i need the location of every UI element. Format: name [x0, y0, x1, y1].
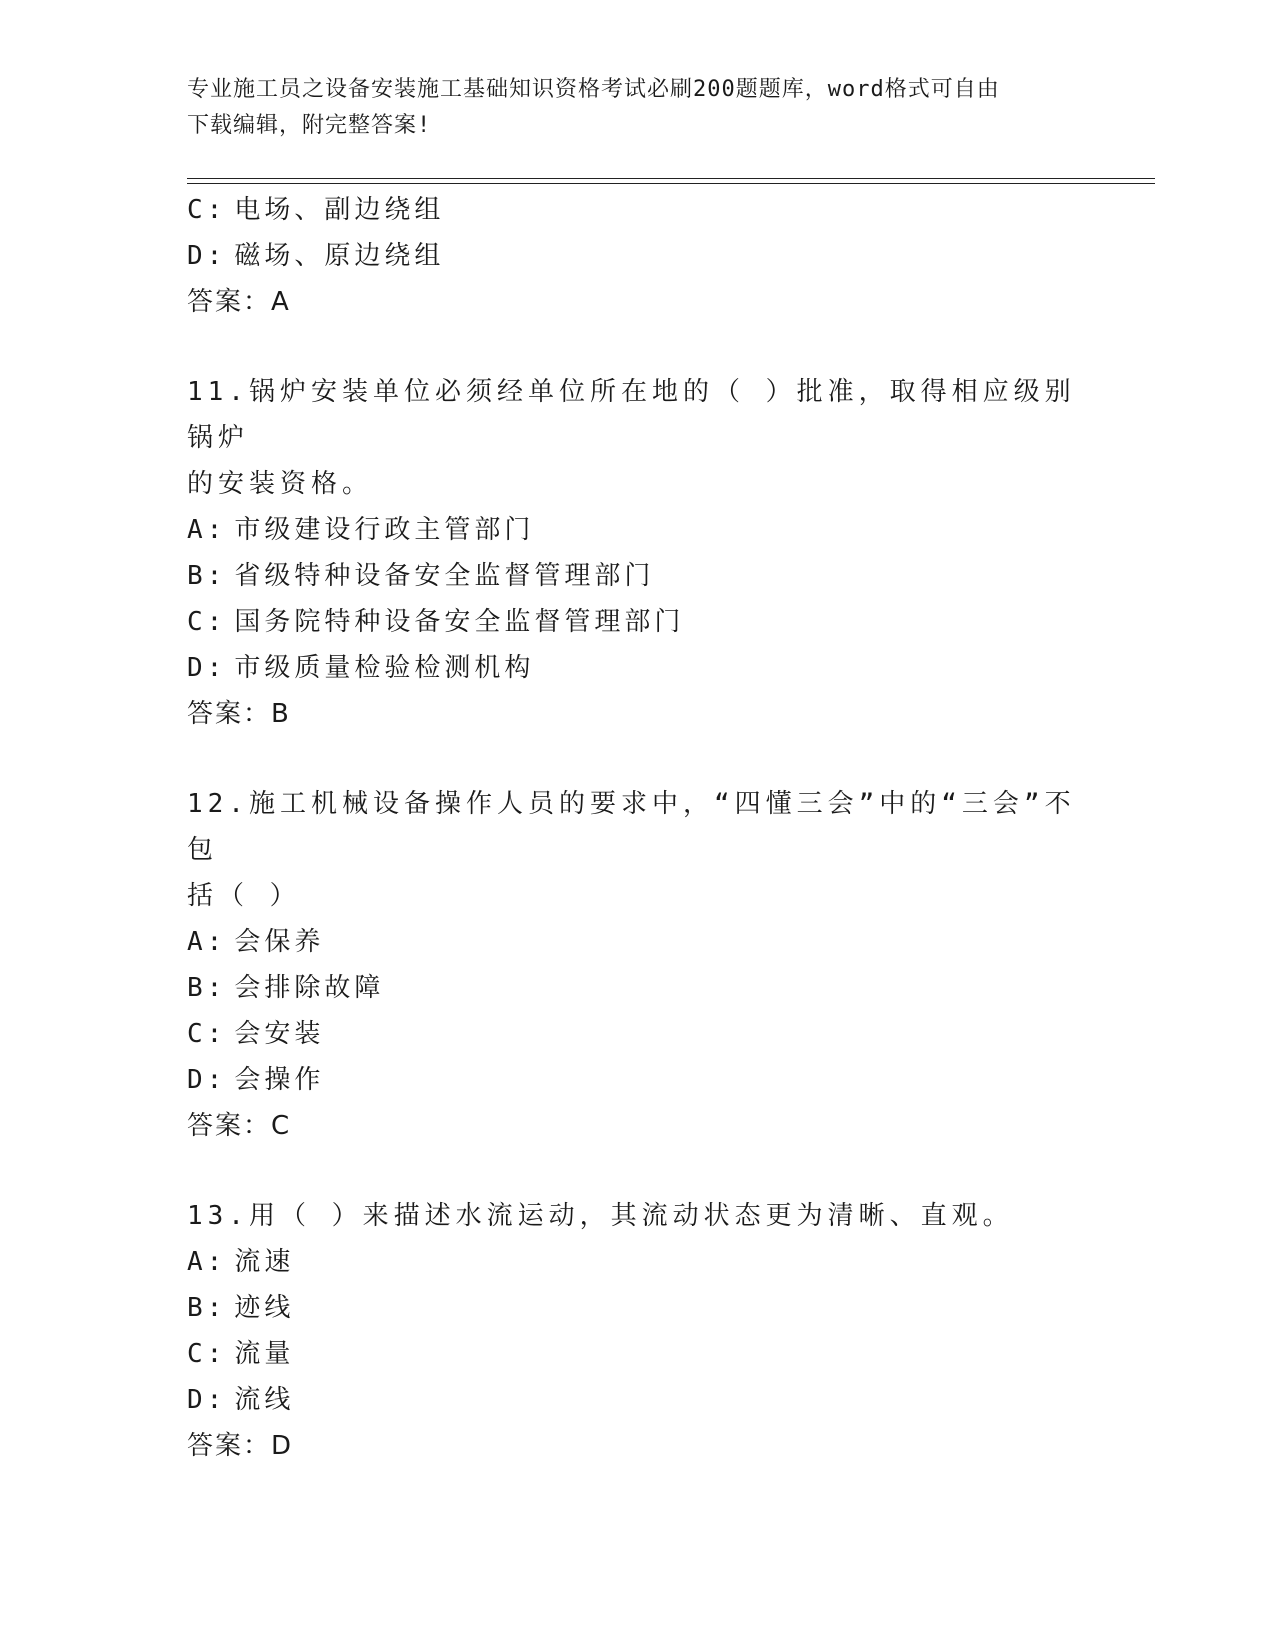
option-a: [187, 507, 1087, 553]
option-b: [187, 553, 1087, 599]
option-text: 流量: [234, 1339, 295, 1369]
question-10: [187, 187, 1087, 325]
question-text-line-1: 13.用（ ）来描述水流运动，其流动状态更为清晰、直观。: [187, 1201, 1014, 1231]
option-key: C:: [187, 1339, 227, 1369]
option-key: D:: [187, 241, 227, 271]
option-text: 磁场、原边绕组: [234, 241, 445, 271]
header-line-2: 下载编辑，附完整答案!: [187, 113, 432, 138]
option-text: 国务院特种设备安全监督管理部门: [234, 607, 685, 637]
question-text-line-1: 12.施工机械设备操作人员的要求中，“四懂三会”中的“三会”不包: [187, 789, 1076, 865]
option-key: D:: [187, 653, 227, 683]
option-key: C:: [187, 1019, 227, 1049]
option-c: [187, 187, 1087, 233]
option-text: 会安装: [234, 1019, 325, 1049]
option-d: [187, 645, 1087, 691]
header-divider-bottom: [187, 183, 1155, 184]
question-list: [187, 187, 1087, 1513]
option-text: 省级特种设备安全监督管理部门: [234, 561, 655, 591]
option-c: [187, 1331, 1087, 1377]
option-text: 会操作: [234, 1065, 325, 1095]
question-text-line-2: 的安装资格。: [187, 469, 374, 499]
option-text: 市级质量检验检测机构: [234, 653, 535, 683]
option-d: [187, 1057, 1087, 1103]
option-text: 会保养: [234, 927, 325, 957]
document-header: [187, 72, 1067, 144]
option-text: 迹线: [234, 1293, 295, 1323]
option-a: [187, 919, 1087, 965]
option-key: A:: [187, 927, 227, 957]
option-d: [187, 233, 1087, 279]
option-text: 市级建设行政主管部门: [234, 515, 535, 545]
option-key: A:: [187, 515, 227, 545]
option-key: B:: [187, 973, 227, 1003]
answer-line: 答案：D: [187, 1431, 294, 1461]
question-13: [187, 1193, 1087, 1469]
option-c: [187, 599, 1087, 645]
answer-line: 答案：B: [187, 699, 291, 729]
option-a: [187, 1239, 1087, 1285]
answer-line: 答案：C: [187, 1111, 292, 1141]
question-12: [187, 781, 1087, 1149]
question-text-line-2: 括（ ）: [187, 881, 301, 911]
option-text: 会排除故障: [234, 973, 385, 1003]
option-key: B:: [187, 561, 227, 591]
option-key: B:: [187, 1293, 227, 1323]
option-b: [187, 965, 1087, 1011]
option-text: 流速: [234, 1247, 295, 1277]
option-key: C:: [187, 195, 227, 225]
option-c: [187, 1011, 1087, 1057]
option-d: [187, 1377, 1087, 1423]
option-key: D:: [187, 1385, 227, 1415]
option-b: [187, 1285, 1087, 1331]
option-text: 流线: [234, 1385, 295, 1415]
option-text: 电场、副边绕组: [234, 195, 445, 225]
option-key: D:: [187, 1065, 227, 1095]
header-divider-top: [187, 178, 1155, 179]
option-key: A:: [187, 1247, 227, 1277]
question-11: [187, 369, 1087, 737]
question-text-line-1: 11.锅炉安装单位必须经单位所在地的（ ）批准，取得相应级别锅炉: [187, 377, 1076, 453]
header-line-1: 专业施工员之设备安装施工基础知识资格考试必刷200题题库，word格式可自由: [187, 77, 1000, 102]
answer-line: 答案：A: [187, 287, 291, 317]
option-key: C:: [187, 607, 227, 637]
